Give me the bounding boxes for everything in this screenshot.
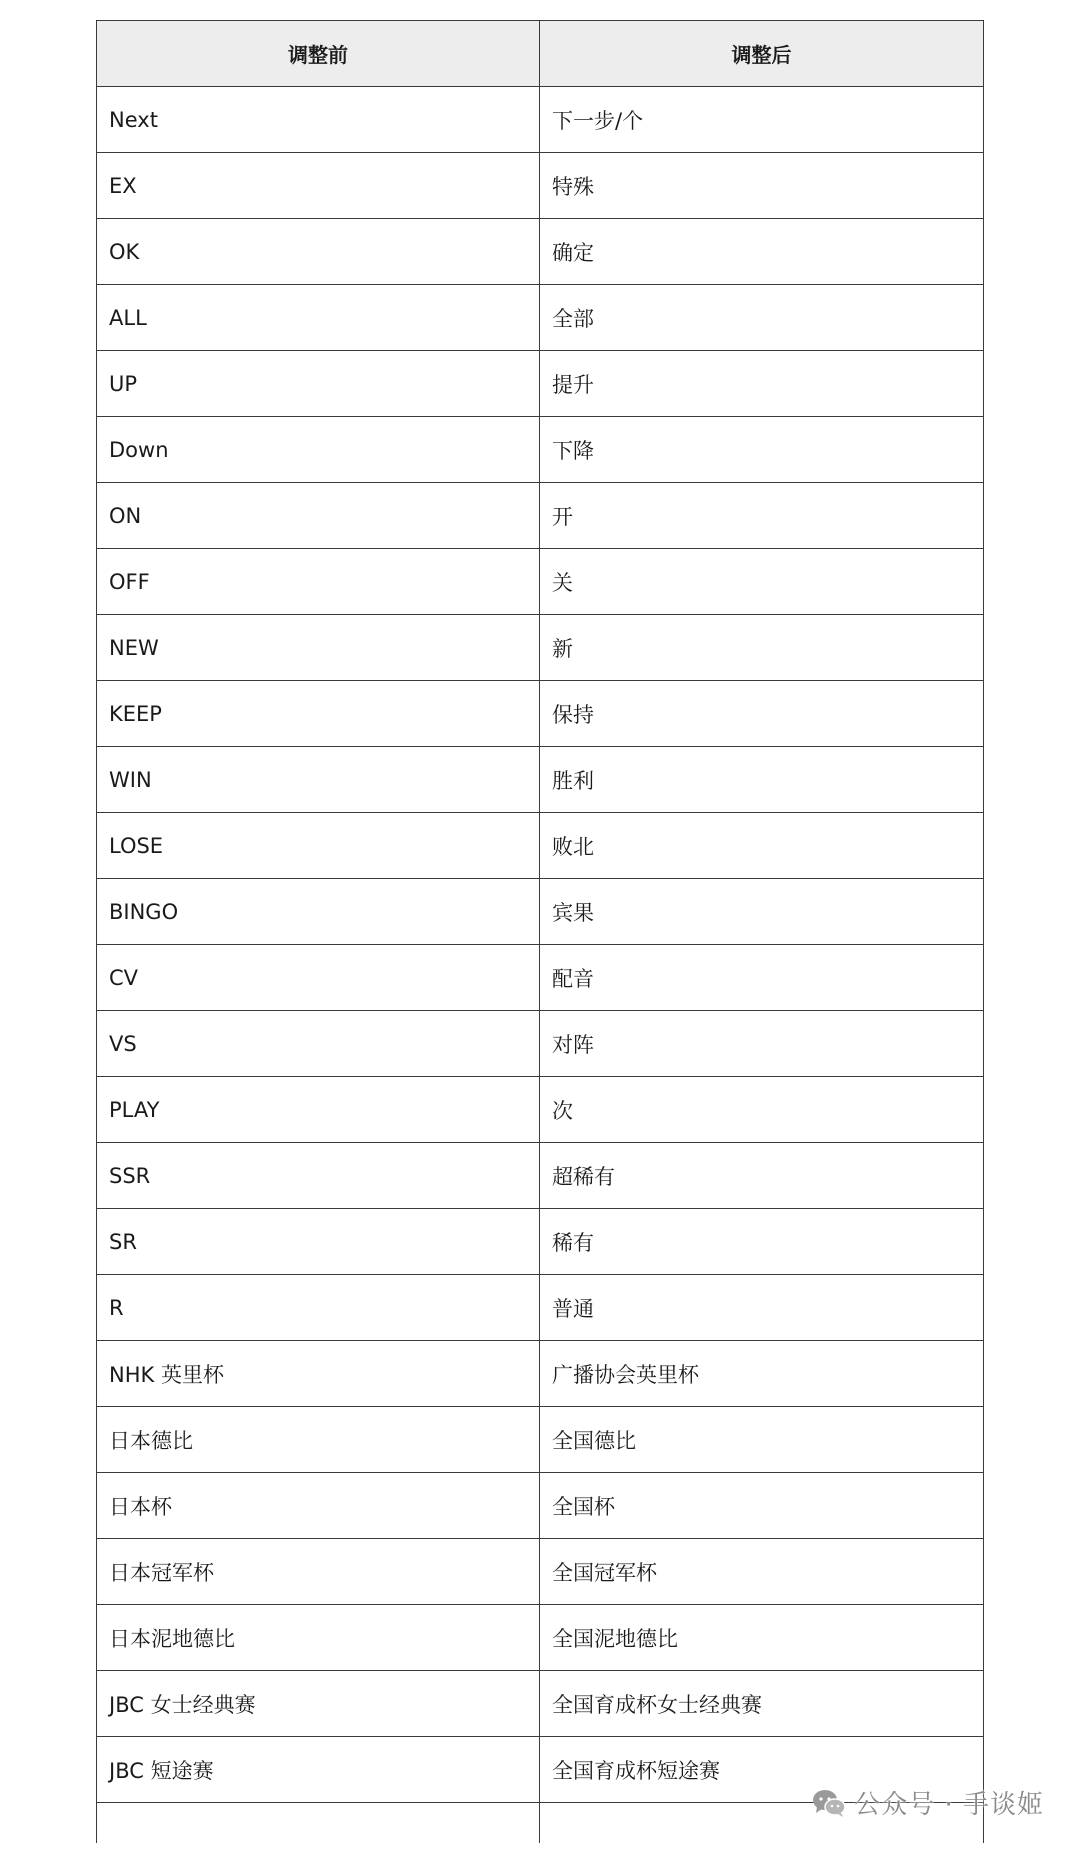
table-row [97, 351, 984, 417]
cell-after: 保持 [540, 681, 984, 747]
table-row [97, 1539, 984, 1605]
cell-after: 全国泥地德比 [540, 1605, 984, 1671]
cell-before: Next [97, 87, 540, 153]
table-row [97, 153, 984, 219]
cell-after: 特殊 [540, 153, 984, 219]
cell-before: SSR [97, 1143, 540, 1209]
cell-after: 确定 [540, 219, 984, 285]
cell-after: 普通 [540, 1275, 984, 1341]
table-row [97, 1671, 984, 1737]
table-row [97, 1011, 984, 1077]
cell-after: 全部 [540, 285, 984, 351]
cell-before: JBC 女士经典赛 [97, 1671, 540, 1737]
cell-after: 胜利 [540, 747, 984, 813]
cell-after: 宾果 [540, 879, 984, 945]
cell-before: NHK 英里杯 [97, 1341, 540, 1407]
comparison-table [96, 20, 984, 1843]
cell-before: PLAY [97, 1077, 540, 1143]
cell-cutoff [97, 1803, 540, 1843]
cell-after: 关 [540, 549, 984, 615]
cell-after: 稀有 [540, 1209, 984, 1275]
table-row [97, 285, 984, 351]
cell-after: 全国杯 [540, 1473, 984, 1539]
cell-before: OFF [97, 549, 540, 615]
cell-before: 日本泥地德比 [97, 1605, 540, 1671]
cell-after: 配音 [540, 945, 984, 1011]
cell-before: 日本冠军杯 [97, 1539, 540, 1605]
cell-before: SR [97, 1209, 540, 1275]
table-row [97, 1209, 984, 1275]
table-row [97, 945, 984, 1011]
table-row [97, 219, 984, 285]
cell-after: 提升 [540, 351, 984, 417]
cell-before: KEEP [97, 681, 540, 747]
cell-before: UP [97, 351, 540, 417]
table-row [97, 1605, 984, 1671]
cell-before: EX [97, 153, 540, 219]
cell-before: LOSE [97, 813, 540, 879]
cell-before: R [97, 1275, 540, 1341]
cell-after: 全国育成杯女士经典赛 [540, 1671, 984, 1737]
table-row [97, 549, 984, 615]
cell-before: OK [97, 219, 540, 285]
cell-before: NEW [97, 615, 540, 681]
comparison-table-container [96, 20, 983, 1843]
cell-before: ALL [97, 285, 540, 351]
cell-after: 败北 [540, 813, 984, 879]
table-row [97, 1341, 984, 1407]
cell-after: 对阵 [540, 1011, 984, 1077]
table-header-row [97, 21, 984, 87]
cell-before: BINGO [97, 879, 540, 945]
cell-after: 次 [540, 1077, 984, 1143]
cell-after: 下一步/个 [540, 87, 984, 153]
cell-before: ON [97, 483, 540, 549]
cell-after: 全国育成杯短途赛 [540, 1737, 984, 1803]
cell-after: 广播协会英里杯 [540, 1341, 984, 1407]
table-row [97, 1077, 984, 1143]
cell-after: 全国德比 [540, 1407, 984, 1473]
cell-after: 全国冠军杯 [540, 1539, 984, 1605]
table-row [97, 747, 984, 813]
wechat-icon [812, 1788, 846, 1818]
table-row [97, 483, 984, 549]
cell-before: JBC 短途赛 [97, 1737, 540, 1803]
table-row [97, 1473, 984, 1539]
cell-after: 超稀有 [540, 1143, 984, 1209]
header-after: 调整后 [540, 21, 984, 87]
cell-after: 新 [540, 615, 984, 681]
watermark [812, 1784, 1044, 1821]
table-row [97, 615, 984, 681]
cell-before: WIN [97, 747, 540, 813]
cell-before: VS [97, 1011, 540, 1077]
table-row [97, 681, 984, 747]
table-row [97, 417, 984, 483]
cell-before: 日本德比 [97, 1407, 540, 1473]
table-row [97, 813, 984, 879]
cell-before: 日本杯 [97, 1473, 540, 1539]
watermark-text: 公众号 · 手谈姬 [854, 1790, 1044, 1820]
cell-after: 下降 [540, 417, 984, 483]
table-row [97, 87, 984, 153]
cell-before: Down [97, 417, 540, 483]
table-row [97, 1275, 984, 1341]
table-row [97, 879, 984, 945]
table-row [97, 1143, 984, 1209]
table-body [97, 87, 984, 1843]
header-before: 调整前 [97, 21, 540, 87]
cell-after: 开 [540, 483, 984, 549]
table-row [97, 1407, 984, 1473]
cell-before: CV [97, 945, 540, 1011]
